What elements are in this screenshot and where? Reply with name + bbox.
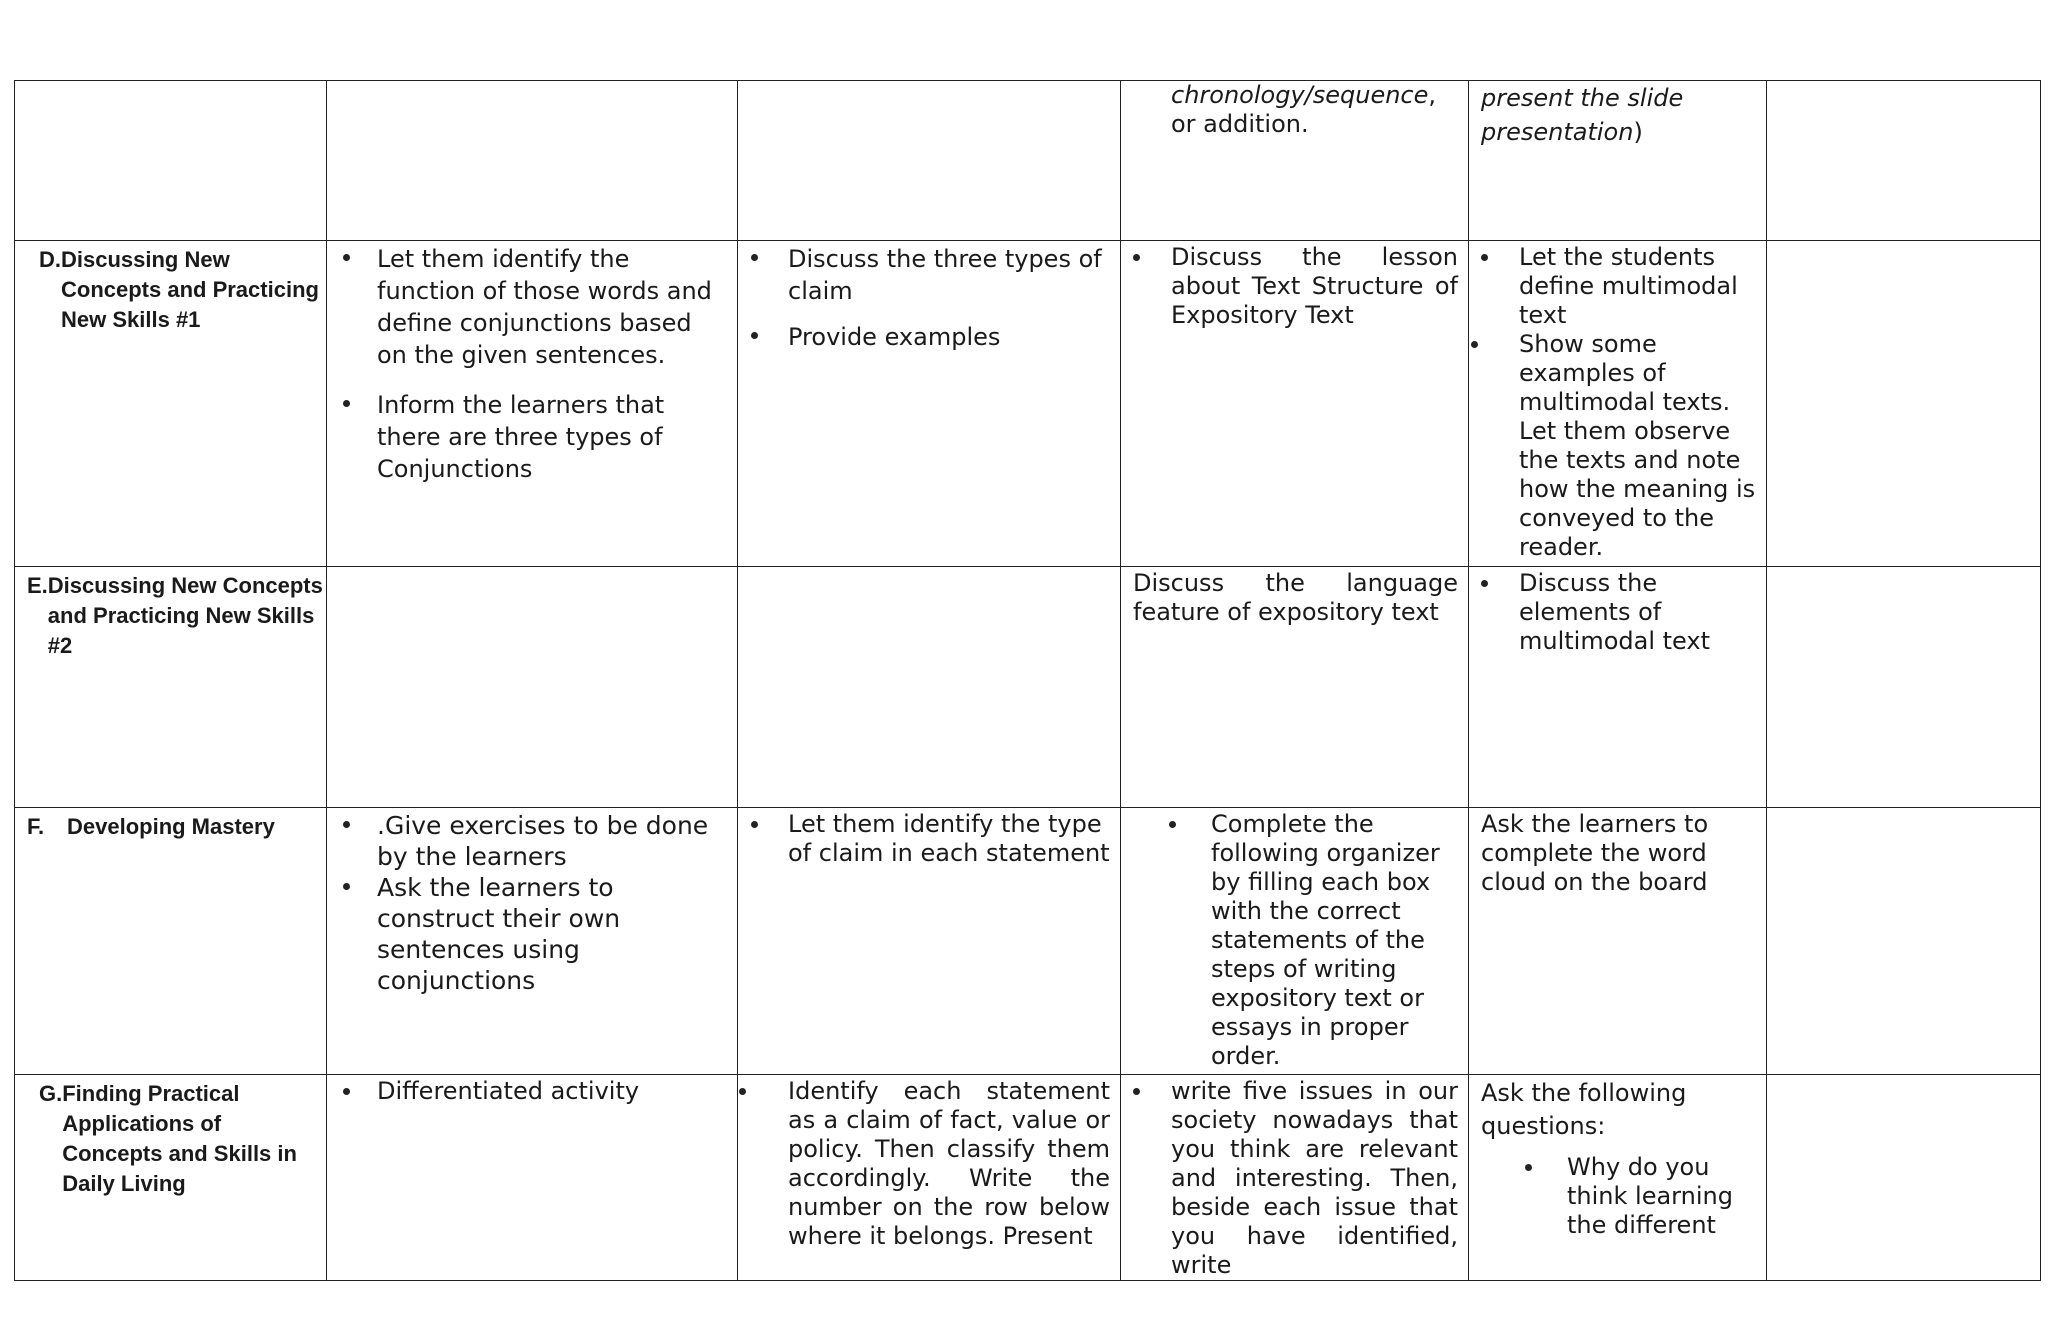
cell (327, 808, 738, 1075)
table-row (15, 241, 2041, 567)
list-item: Inform the learners that there are three types of Conjunctions (327, 389, 737, 485)
row-label-cell (15, 1075, 327, 1281)
cell (1469, 81, 1767, 241)
row-label: G. Finding Practical Applications of Concepts and Skills in Daily Living (39, 1081, 297, 1196)
list-item: Let them identify the function of those words and define conjunctions based on the given sentences. (327, 243, 737, 371)
cell-text: chronology/sequence, or addition. (1171, 81, 1437, 138)
cell (1121, 241, 1469, 567)
list-item: Show some examples of multimodal texts. Let them observe the texts and note how the meaning is conveyed to the reader. (1469, 330, 1766, 562)
row-label: D. Discussing New Concepts and Practicing New Skills #1 (39, 247, 319, 332)
list-item: Discuss the elements of multimodal text (1469, 569, 1766, 656)
cell (1469, 808, 1767, 1075)
table-row (15, 1075, 2041, 1281)
list-item: Complete the following organizer by filling each box with the correct statements of the steps of writing expository text or essays in proper order. (1121, 810, 1468, 1071)
list-item: Identify each statement as a claim of fact, value or policy. Then classify them accordingly. Write the number on the row below where it belongs. Present (738, 1077, 1120, 1251)
row-label-cell (15, 567, 327, 808)
cell (327, 1075, 738, 1281)
row-label-cell (15, 81, 327, 241)
table-row (15, 808, 2041, 1075)
list-item: Discuss the three types of claim (738, 243, 1120, 307)
cell (1121, 81, 1469, 241)
list-item: write five issues in our society nowadays that you think are relevant and interesting. Then, beside each issue that you have identified, write (1121, 1077, 1468, 1280)
row-label-cell (15, 808, 327, 1075)
cell (1121, 1075, 1469, 1281)
list-item: .Give exercises to be done by the learners (327, 810, 737, 872)
cell (1767, 81, 2041, 241)
lesson-plan-table (14, 80, 2041, 1281)
cell (1767, 567, 2041, 808)
cell (1469, 241, 1767, 567)
table-row (15, 81, 2041, 241)
cell (1121, 808, 1469, 1075)
cell-text: Ask the following questions: (1481, 1079, 1687, 1140)
row-label: E. Discussing New Concepts and Practicing New Skills #2 (27, 573, 323, 658)
cell (738, 808, 1121, 1075)
cell (1469, 567, 1767, 808)
cell (327, 81, 738, 241)
cell (738, 1075, 1121, 1281)
row-label-cell (15, 241, 327, 567)
cell (738, 81, 1121, 241)
cell (738, 567, 1121, 808)
cell-text: Ask the learners to complete the word cloud on the board (1481, 810, 1709, 896)
cell (738, 241, 1121, 567)
cell (327, 241, 738, 567)
row-label: F. Developing Mastery (27, 814, 275, 839)
list-item: Provide examples (738, 321, 1120, 353)
list-item: Differentiated activity (327, 1077, 737, 1106)
cell (1121, 567, 1469, 808)
list-item: Why do you think learning the different (1469, 1153, 1766, 1240)
list-item: Let them identify the type of claim in each statement (738, 810, 1120, 868)
list-item: Let the students define multimodal text (1469, 243, 1766, 330)
cell (1767, 241, 2041, 567)
list-item: Ask the learners to construct their own sentences using conjunctions (327, 872, 737, 996)
cell (1469, 1075, 1767, 1281)
list-item: Discuss the lesson about Text Structure of Expository Text (1121, 243, 1468, 330)
cell (327, 567, 738, 808)
cell (1767, 808, 2041, 1075)
table-row (15, 567, 2041, 808)
cell-text: Discuss the language feature of expository text (1133, 569, 1458, 626)
cell-text: present the slide presentation) (1481, 84, 1684, 146)
cell (1767, 1075, 2041, 1281)
